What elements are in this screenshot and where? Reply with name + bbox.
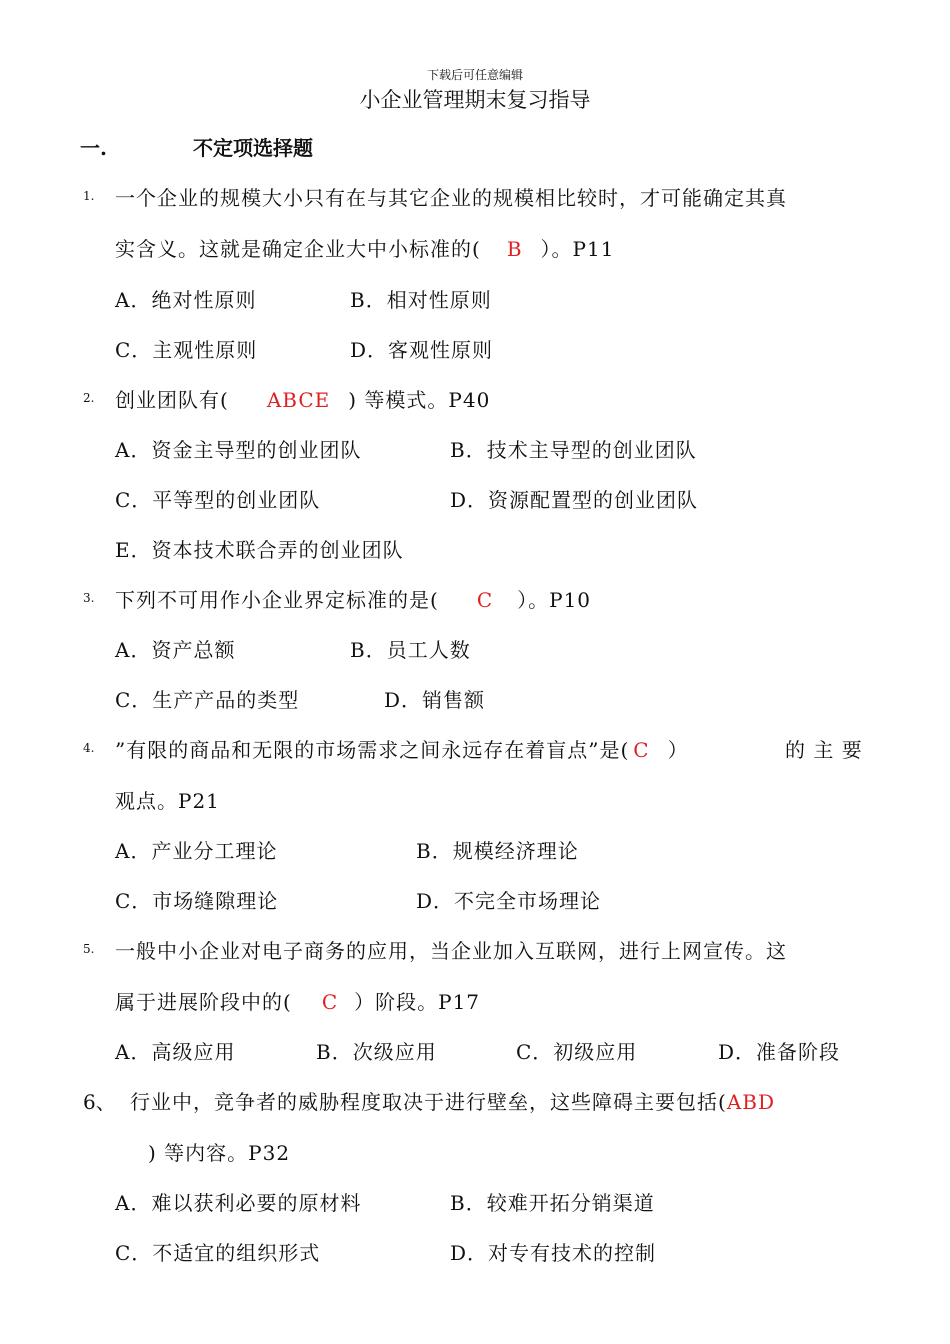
option: D．准备阶段 — [718, 1040, 841, 1064]
header-note: 下载后可任意编辑 — [426, 68, 523, 82]
option: C．初级应用 — [516, 1040, 638, 1064]
option: A．产业分工理论 — [115, 839, 278, 863]
question-text: 下列不可用作小企业界定标准的是( C ）。P10 — [115, 588, 592, 612]
question-number: 5. — [83, 942, 95, 956]
section-number: 一. — [80, 136, 107, 160]
option: D．资源配置型的创业团队 — [450, 488, 699, 512]
option: E．资本技术联合弄的创业团队 — [115, 538, 404, 562]
option: C．不适宜的组织形式 — [115, 1241, 321, 1265]
question-text-line2: 实含义。这就是确定企业大中小标准的( B ）。P11 — [115, 237, 615, 261]
question-text-tail: 的 主 要 — [785, 738, 863, 762]
question-text: ”有限的商品和无限的市场需求之间永远存在着盲点”是( C ） — [115, 738, 689, 762]
option: B．较难开拓分销渠道 — [450, 1191, 655, 1215]
option: D．客观性原则 — [350, 338, 494, 362]
question-number: 2. — [83, 391, 95, 405]
option: D．销售额 — [384, 688, 486, 712]
question-text-line2: 属于进展阶段中的( C ）阶段。P17 — [115, 990, 481, 1014]
question-text-line2: ) 等内容。P32 — [148, 1141, 291, 1165]
option: C．生产产品的类型 — [115, 688, 300, 712]
option: B．相对性原则 — [350, 288, 492, 312]
option: A．难以获利必要的原材料 — [115, 1191, 362, 1215]
question-number: 3. — [83, 591, 95, 605]
option: B．员工人数 — [350, 638, 471, 662]
option: A．高级应用 — [115, 1040, 236, 1064]
answer: C — [476, 588, 494, 612]
section-title: 不定项选择题 — [193, 136, 313, 160]
option: B．技术主导型的创业团队 — [450, 438, 697, 462]
option: C．平等型的创业团队 — [115, 488, 321, 512]
option: A．资产总额 — [115, 638, 236, 662]
question-number: 1. — [83, 189, 95, 203]
option: D．不完全市场理论 — [416, 889, 602, 913]
question-text: 一个企业的规模大小只有在与其它企业的规模相比较时，才可能确定其真 — [115, 186, 787, 210]
question-text: 创业团队有( ABCE ) 等模式。P40 — [115, 388, 491, 412]
question-text-line2: 观点。P21 — [115, 789, 220, 813]
answer: C — [321, 990, 339, 1014]
question-text: 行业中，竞争者的威胁程度取决于进行壁垒，这些障碍主要包括(ABD — [130, 1090, 775, 1114]
answer: ABCE — [266, 388, 331, 412]
page-title: 小企业管理期末复习指导 — [359, 88, 591, 112]
option: D．对专有技术的控制 — [450, 1241, 657, 1265]
answer: B — [506, 237, 523, 261]
option: C．主观性原则 — [115, 338, 258, 362]
answer: ABD — [726, 1090, 775, 1114]
question-number: 4. — [83, 741, 95, 755]
option: B．次级应用 — [316, 1040, 437, 1064]
option: C．市场缝隙理论 — [115, 889, 279, 913]
option: A．资金主导型的创业团队 — [115, 438, 362, 462]
answer: C — [633, 738, 650, 762]
question-text: 一般中小企业对电子商务的应用，当企业加入互联网，进行上网宣传。这 — [115, 939, 787, 963]
option: A．绝对性原则 — [115, 288, 257, 312]
question-number: 6、 — [83, 1090, 116, 1114]
option: B．规模经济理论 — [416, 839, 579, 863]
